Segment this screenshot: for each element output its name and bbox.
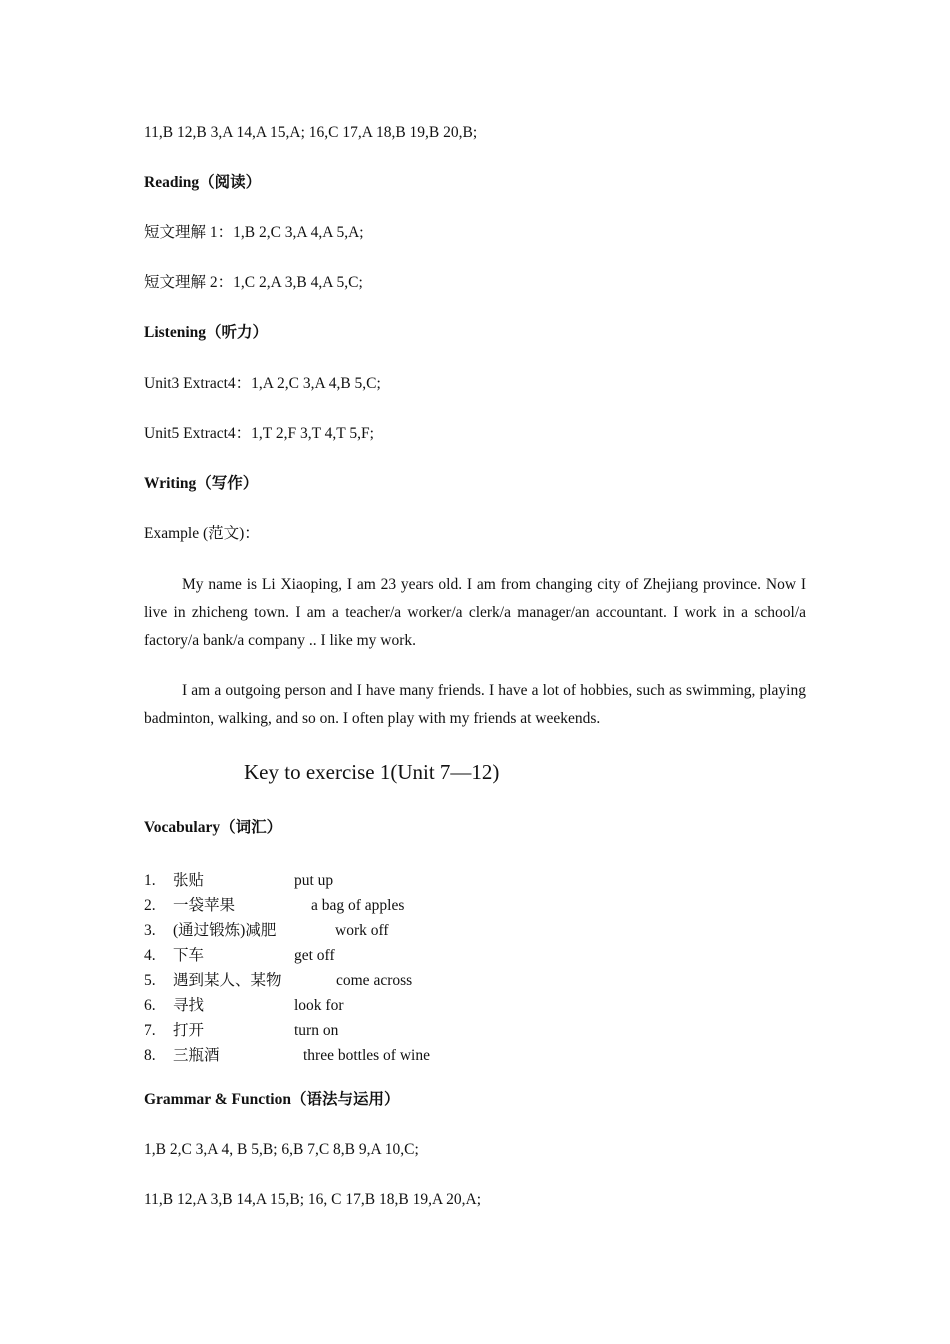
vocab-chinese: (通过锻炼)减肥 <box>173 922 277 939</box>
vocab-chinese: 张贴 <box>173 872 205 889</box>
vocab-chinese: 寻找 <box>173 997 205 1014</box>
listening-answers-1: Unit3 Extract4：1,A 2,C 3,A 4,B 5,C; <box>144 375 381 392</box>
vocab-chinese: 一袋苹果 <box>173 897 236 914</box>
vocab-number: 5. <box>144 972 156 989</box>
vocab-number: 6. <box>144 997 156 1014</box>
reading-answers-2: 短文理解 2：1,C 2,A 3,B 4,A 5,C; <box>144 274 363 291</box>
vocab-number: 8. <box>144 1047 156 1064</box>
vocab-chinese: 遇到某人、某物 <box>173 972 282 989</box>
vocab-number: 1. <box>144 872 156 889</box>
vocab-chinese: 打开 <box>173 1022 205 1039</box>
vocab-english: get off <box>294 947 335 964</box>
vocab-number: 7. <box>144 1022 156 1039</box>
grammar-answers-2: 11,B 12,A 3,B 14,A 15,B; 16, C 17,B 18,B 19,A 20,A; <box>144 1191 482 1208</box>
vocab-chinese: 下车 <box>173 947 205 964</box>
grammar-answers-1: 1,B 2,C 3,A 4, B 5,B; 6,B 7,C 8,B 9,A 10,C; <box>144 1141 419 1158</box>
top-answer-line: 11,B 12,B 3,A 14,A 15,A; 16,C 17,A 18,B 19,B 20,B; <box>144 124 478 141</box>
vocab-chinese: 三瓶酒 <box>173 1047 220 1064</box>
vocab-number: 3. <box>144 922 156 939</box>
reading-answers-1: 短文理解 1：1,B 2,C 3,A 4,A 5,A; <box>144 224 364 241</box>
writing-heading: Writing（写作） <box>144 475 259 492</box>
listening-answers-2: Unit5 Extract4：1,T 2,F 3,T 4,T 5,F; <box>144 425 374 442</box>
vocab-english: put up <box>294 872 334 889</box>
example-paragraph-2: I am a outgoing person and I have many friends. I have a lot of hobbies, such as swimming, playing badminton, walking, and so on. I often play with my friends at weekends. <box>144 682 806 727</box>
vocab-number: 4. <box>144 947 156 964</box>
key-title: Key to exercise 1(Unit 7—12) <box>244 760 500 784</box>
grammar-heading: Grammar & Function（语法与运用） <box>144 1091 400 1108</box>
vocab-english: look for <box>294 997 344 1014</box>
example-label: Example (范文)： <box>144 525 260 542</box>
reading-heading: Reading（阅读） <box>144 174 262 191</box>
vocab-english: three bottles of wine <box>303 1047 430 1064</box>
vocabulary-heading: Vocabulary（词汇） <box>144 819 283 836</box>
listening-heading: Listening（听力） <box>144 324 269 341</box>
vocab-english: a bag of apples <box>311 897 405 914</box>
example-paragraph-1: My name is Li Xiaoping, I am 23 years old. I am from changing city of Zhejiang province. Now I live in zhicheng town. I am a teacher/a worker/a clerk/a manager/an accountant. I work in a school/a factory/a bank/a company .. I like my work. <box>144 576 806 649</box>
vocab-english: come across <box>336 972 413 989</box>
vocab-english: turn on <box>294 1022 339 1039</box>
vocab-english: work off <box>335 922 389 939</box>
vocab-number: 2. <box>144 897 156 914</box>
